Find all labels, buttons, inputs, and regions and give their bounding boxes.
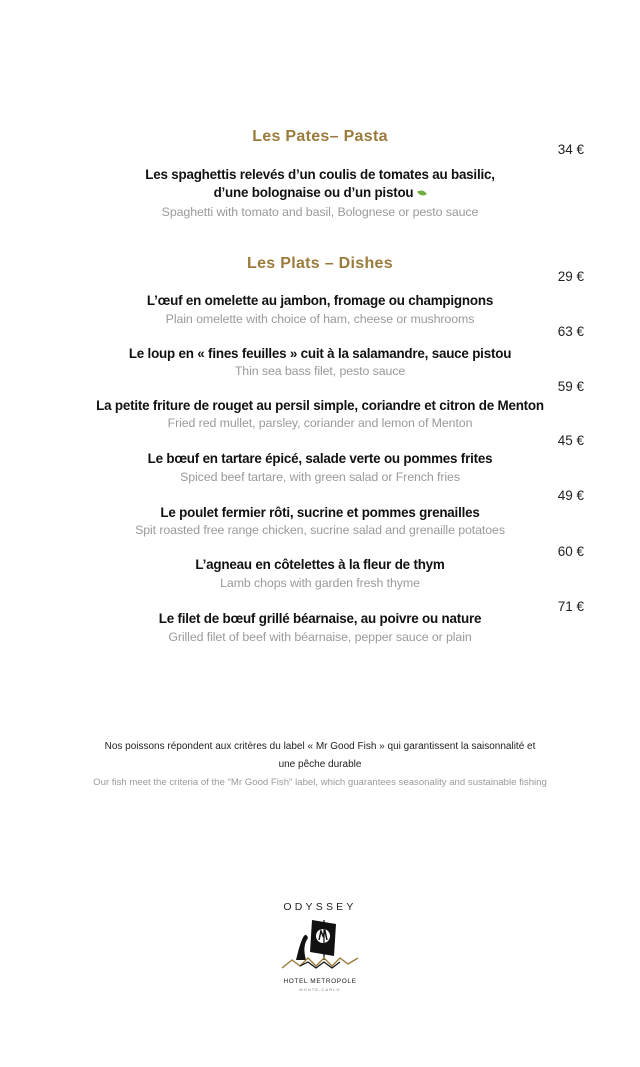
sailing-ship-logo-icon: [278, 916, 362, 978]
price-chicken: 49 €: [557, 488, 584, 503]
dish-en-chicken: Spit roasted free range chicken, sucrine salad and grenaille potatoes: [135, 523, 505, 537]
dish-en-lamb: Lamb chops with garden fresh thyme: [220, 576, 420, 590]
hotel-name: HOTEL METROPOLE: [283, 978, 357, 985]
note-fr-line1: Nos poissons répondent aux critères du label « Mr Good Fish » qui garantissent la saisonnalité et: [104, 741, 536, 752]
dish-fr-spaghetti-line1: Les spaghettis relevés d’un coulis de tomates au basilic,: [145, 167, 495, 182]
dish-fr-spaghetti-line2: [0, 184, 640, 202]
price-beef-filet: 71 €: [557, 599, 584, 614]
dish-fr-spaghetti-line2-text: d’une bolognaise ou d’un pistou: [213, 185, 414, 200]
leaf-icon: [418, 189, 428, 197]
dish-fr-beef-tartare: Le bœuf en tartare épicé, salade verte ou pommes frites: [147, 451, 493, 466]
dish-en-spaghetti: Spaghetti with tomato and basil, Bolognese or pesto sauce: [161, 205, 479, 219]
dish-fr-chicken: Le poulet fermier rôti, sucrine et pommes grenailles: [160, 505, 480, 520]
hotel-location: MONTE-CARLO: [299, 988, 341, 992]
price-lamb: 60 €: [557, 544, 584, 559]
dish-en-sea-bass: Thin sea bass filet, pesto sauce: [234, 364, 406, 378]
price-pasta-spaghetti: 34 €: [557, 142, 584, 157]
dish-fr-sea-bass: Le loup en « fines feuilles » cuit à la salamandre, sauce pistou: [128, 346, 512, 361]
dish-en-red-mullet: Fried red mullet, parsley, coriander and lemon of Menton: [167, 416, 473, 430]
price-red-mullet: 59 €: [557, 379, 584, 394]
price-sea-bass: 63 €: [557, 324, 584, 339]
dish-en-omelette: Plain omelette with choice of ham, cheese or mushrooms: [165, 312, 475, 326]
dish-en-beef-filet: Grilled filet of beef with béarnaise, pepper sauce or plain: [168, 630, 472, 644]
note-en: Our fish meet the criteria of the "Mr Good Fish" label, which guarantees seasonality and sustainable fishing: [93, 777, 547, 788]
dish-fr-red-mullet: La petite friture de rouget au persil simple, coriandre et citron de Menton: [96, 398, 544, 413]
price-beef-tartare: 45 €: [557, 433, 584, 448]
section-title-pasta: Les Pates– Pasta: [252, 128, 388, 145]
dish-fr-lamb: L’agneau en côtelettes à la fleur de thym: [195, 557, 445, 572]
dish-fr-omelette: L’œuf en omelette au jambon, fromage ou champignons: [146, 293, 494, 308]
section-title-dishes: Les Plats – Dishes: [247, 255, 393, 272]
brand-name: ODYSSEY: [283, 901, 357, 913]
dish-en-beef-tartare: Spiced beef tartare, with green salad or French fries: [180, 470, 460, 484]
note-fr-line2: une pêche durable: [278, 759, 362, 770]
price-omelette: 29 €: [557, 269, 584, 284]
dish-fr-beef-filet: Le filet de bœuf grillé béarnaise, au poivre ou nature: [158, 611, 482, 626]
